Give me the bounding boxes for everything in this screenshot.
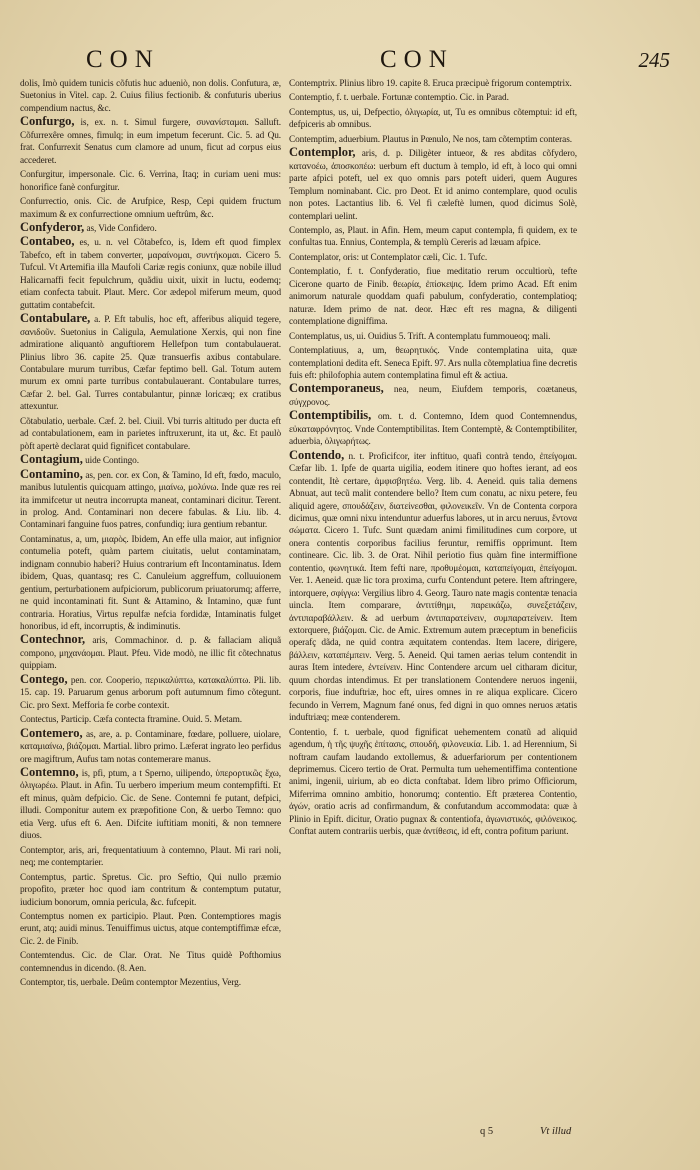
entry-text: as, are, a. p. Contaminare, fœdare, polluere, uiolare, καταμιαίνω, βιάζομαι. Martial. libro primo. Læferat ingrato leo perfidus ore magiftrum, Aufus tam notas contemerare manus.: [20, 729, 281, 765]
entry-text: Confurrectio, onis. Cic. de Arufpice, Resp, Cepi quidem fructum maximum & ex confurrectione omnium ueftrûm, &c.: [20, 197, 281, 220]
dictionary-entry: [289, 409, 577, 448]
entry-text: Contemptus nomen ex participio. Plaut. Pœn. Contemptiores magis erunt, atq; auidi minus. Tenuiffimus uictus, atque contemptiffimæ efcæ, Cic. 2. de Finib.: [20, 912, 281, 947]
entry-headword: Contendo,: [289, 447, 345, 462]
entry-text: Contemplatiuus, a, um, θεωρητικός. Vnde contemplatina uita, quæ contemplationi dedita eft. Seneca Epift. 97. Ars nulla cõtemplatiua fine decretis fuis eft: philofophia autem contemplatina fimul eft & actiua.: [289, 346, 577, 381]
dictionary-entry: [289, 132, 577, 146]
entry-text: uide Contingo.: [85, 456, 139, 467]
dictionary-entry: [20, 453, 281, 467]
entry-headword: Contagium,: [20, 452, 83, 467]
dictionary-entry: [20, 76, 281, 115]
dictionary-entry: [20, 712, 281, 726]
dictionary-entry: [20, 673, 281, 712]
dictionary-entry: [20, 221, 281, 235]
dictionary-entry: [289, 725, 577, 839]
dictionary-entry: [289, 90, 577, 104]
entry-text: Contemptus, us, ui, Defpectio, ὀλιγωρία, ut, Tu es omnibus cõtemptui: id eft, defpiceris ab omnibus.: [289, 107, 577, 131]
entry-text: Contemptus, partic. Spretus. Cic. pro Seftio, Qui nullo præmio propofito, præter hoc quod iam contritum & contemptum putatur, iudicium bonorum, omnia pericula, &c. fufcepit.: [20, 872, 281, 908]
entry-text: Contemtendus. Cic. de Clar. Orat. Ne Titus quidè Pofthomius contemnendus in dicendo. (8. Aen.: [20, 951, 281, 974]
entry-headword: Contemporaneus,: [289, 381, 384, 396]
dictionary-entry: [20, 194, 281, 221]
entry-text: Confurgitur, impersonale. Cic. 6. Verrina, Itaq; in curiam ueni mus: honorifice fanè confurgitur.: [20, 170, 281, 193]
dictionary-entry: [289, 250, 577, 264]
running-head: [0, 46, 700, 76]
entry-headword: Confyderor,: [20, 219, 85, 234]
entry-headword: Contego,: [20, 671, 68, 686]
dictionary-entry: [289, 76, 577, 90]
entry-text: a. P. Eft tabulis, hoc eft, afferibus aliquid tegere, σανιδοῦν. Suetonius in Caligula, Aemulatione Xerxis, qui non fine admiratione aliquantò anguftiorem Hellefpon tum contabulauerat. Plinius libro 36. capite 25. Quæ transuerfis axibus contabulare. Contabulare murum turribus, Cæfar feptimo bell. Gal. Totum autem murum ex omni parte turribus contabulauerant. Contabulare turres, Cæfar 2. bel. Gal. Turres contabulantur, pinnæ loricæq; ex cratibus attexuntur.: [20, 315, 281, 413]
dictionary-entry: [20, 633, 281, 672]
dictionary-entry: [20, 532, 281, 634]
entry-text: aris, Commachinor. d. p. & fallaciam aliquã compono, μηχανάομαι. Plaut. Pfeu. Vide modò, ne illic fit cõtechnatus quippiam.: [20, 636, 281, 672]
entry-headword: Contemplor,: [289, 145, 356, 160]
dictionary-entry: [289, 382, 577, 409]
entry-text: Contemplo, as, Plaut. in Afin. Hem, meum caput contempla, fi quidem, ex te confultas tua. Ennius, Contempla, & templù Cereris ad læuam afpice.: [289, 225, 577, 249]
running-head-right: CON: [380, 46, 454, 73]
right-column: [289, 76, 577, 1136]
entry-text: Contemptor, aris, ari, frequentatiuum à contemno, Plaut. Mi rari noli, neq; me contemptarier.: [20, 845, 281, 869]
entry-text: Cõtabulatio, uerbale. Cæf. 2. bel. Ciuil. Vbi turris altitudo per ducta eft ad contabulationem, eam in parietes inftruxerunt, ita ut, &c. Et paulò pòft apertè declarat quid fignificet contabulare.: [20, 416, 281, 452]
entry-text: om. t. d. Contemno, Idem quod Contemnendus, εὐκαταφρόνητος. Vnde Contemptibilitas. Item Contemptè, & Contemptibiliter, aduerbia, ὀλιγωρήτως.: [289, 412, 577, 448]
entry-text: pen. cor. Cooperio, περικαλύπτω, κατακαλύπτω. Pli. lib. 15. cap. 19. Paruarum genus arborum poft autumnum fimo cõtegunt. Cic. pro Sext. Mefforia fe corbe contexit.: [20, 675, 281, 711]
entry-headword: Contemptibilis,: [289, 408, 372, 423]
entry-text: Contaminatus, a, um, μιαρὸς. Ibidem, An effe ulla maior, aut infignior contumelia poteft, quàm partem ciuitatis, uelut contaminatam, indignam connubio haberi? Huius contrarium eft Incontaminatus. Idem ibidem, Quas, quantasq; res C. Canuleium aggreffum, colluuionem gentium, perturbationem aufpiciorum, publicorum priuatorumq; afferre, ne quid incontaminati fit. Sunt & Attamino, & Intamino, quæ funt contraria. Horatius, Virtus repulfæ nefcia fordidæ, Intaminatis fulget honoribus, id eft, incorruptis, & indiminutis.: [20, 534, 281, 633]
catchword: Vt illud: [540, 1126, 572, 1137]
entry-text: is, pfi, ptum, a t Sperno, uilipendo, ὑπερορτικῶς ἔχω, ὀλιγωρέω. Plaut. in Afin. Tu uerbero imperium meum contempfifti. Et eft minus, quàm defpicio. Cic. de Sene. Contemni fe putant, defpici, illudi. Componitur autem ex præpofitione Con, & uerbo Temno: quo etia Verg. ufus eft 6. Aen. Difcite iuftitiam moniti, & non temnere diuos.: [20, 769, 281, 842]
entry-text: as, pen. cor. ex Con, & Tamino, Id eft, fœdo, maculo, manibus lutulentis quicquam attingo, μιαίνω, μολύνω. Inde quæ res rei ita immifcetur ut neutra incorrupta maneat, contaminari dicitur. Terent. in prolog. And. Contaminari non decere fabulas. & Liu. lib. 4. Contaminari fanguine fuos patres, confundiq; iura gentium rebantur.: [20, 470, 281, 531]
dictionary-entry: [289, 343, 577, 382]
entry-text: Contemptrix. Plinius libro 19. capite 8. Eruca præcipuè frigorum contemptrix.: [289, 79, 572, 89]
entry-headword: Contabeo,: [20, 234, 75, 249]
dictionary-entry: [20, 312, 281, 414]
entry-headword: Contechnor,: [20, 632, 86, 647]
entry-headword: Contemero,: [20, 725, 83, 740]
dictionary-entry: [289, 105, 577, 132]
entry-text: aris, d. p. Diligèter intueor, & res abditas cõfydero, καταvοέω, ἀποσκοπέω: uerbum eft ductum à templo, id eft, à loco qui omni parte afpici poteft, uel ex quo omnis pars poteft uideri, quem Augures Templum nominabant. Cic. pro Deot. Et id animo contemplare, quod oculis non potes. Lactantius lib. 6. Vel fi cæleftè lumen, quod dicimus Solè, contemplari uelint.: [289, 149, 577, 222]
entry-text: dolis, Imò quidem tunicis cõfutis huc adueniò, non dolis. Confutura, æ, Suetonius in Vitel. cap. 2. Cuius filius fectionib. & confuturis uberius compendium nactus, &c.: [20, 79, 281, 114]
entry-text: Contectus, Particip. Cæfa contecta ftramine. Ouid. 5. Metam.: [20, 715, 242, 726]
entry-text: es, u. n. vel Cõtabefco, is, Idem eft quod fimplex Tabefco, eft in tabem converter, μαραίνομαι, συντήκομαι. Cicero 5. Tufcul. Vt Artemifia illa Maufoli Cariæ regis coniunx, quæ nobile illud Halicarnaffi fecit fepulchrum, quãdiu uixit, uixit in luctu, eodemq; etiam confecta tabuit. Plaut. Merc. Cor ædepol miferum meum, quod guttatim contabefcit.: [20, 238, 281, 311]
entry-text: Contemplator, oris: ut Contemplator cæli, Cic. 1. Tufc.: [289, 252, 488, 263]
entry-text: is, ex. n. t. Simul furgere, συνανίσταμαι. Salluft. Cõfurrexêre omnes, fimulq; in eum impetum fecerunt. Cic. 5. ad Qu. frat. Confurrexit Senatus cum clamore ad unum, ficut ad corpus eius accederet.: [20, 118, 281, 166]
entry-text: Contemplatus, us, ui. Ouidius 5. Trift. A contemplatu fummoueoq; mali.: [289, 331, 551, 342]
dictionary-entry: [289, 223, 577, 250]
entry-headword: Contemno,: [20, 765, 79, 780]
dictionary-entry: [20, 727, 281, 766]
dictionary-entry: [20, 975, 281, 989]
left-column: [20, 76, 281, 1136]
entry-headword: Confurgo,: [20, 114, 75, 129]
entry-text: n. t. Proficifcor, iter inftituo, quafi contrà tendo, ἐπείγομαι. Cæfar lib. 1. Ipfe de quarta uigilia, eodem itinere quo hoftes ierant, ad eos contendit, Itè certare, ἀμφισβητέω. Verg. lib. 4. Aeneid. quis talia demens Abnuat, aut tecũ malit contendere bello? Item cum conatu, ac nixu petere, feu aliquid agere, σπουδάζειν, διατείνεσθαι, φιλονεικεῖν. Vn de Contenta corpora dicimus, quæ omni nixu intenduntur aduerfus labores, ut in arcu neruus, ἔντονα σώματα. Cicero 1. Tufc. Sunt quædam animi fimilitudines cum corpore, ut onera contentis corporibus facilius feruntur, remiffis opprimunt. Item contineare. Cic. lib. 3. de Orat. Nihil periotio fius quàm fine intermiffione contentio, φωνητικά. Item fefti nare, προθυμέομαι, καταπείγομαι, ἐπείγομαι. Ver. 1. Aeneid. quæ lic tora proxima, curfu Contendunt petere. Item aftringere, intorquere, σφίγγω: Vergilius libro 4. Georg. Tauro nate magis contentæ tenacia uincla. Item comparare, ἀντιτίθημι, παρεικάζω, συνεξετάζειν, ἀντιπαραβάλλειν. & ad uerbum ἀντιπαρατείνειν, συμπαρατείνειν. Item extorquere, βιάζομαι. Cic. de Amic. Extremum autem præceptum in beneficiis operafç dãda, ne quid contra æquitatem contendas. Item lacere, dirigere, βάλλειν, καταπέμπειν. Verg. 5. Aeneid. Qui tamen aerias telum contendit in auras Item intedere, ἐντείνειν. Hinc Contendere arcum uel citharam dicitur, quum chordas intendimus. Et per translationem Contendere neruos ingenii, corporis, fiue induftriæ, hoc eft, uires omnes in re aliqua explicare. Cicero fecundo in Verrem, Magnum fané onus, fed digni in quo omnes neruos ætatis induftriæq; meæ contenderem.: [289, 451, 577, 724]
signature-mark: q 5: [480, 1126, 494, 1137]
page-number: 245: [638, 48, 670, 72]
dictionary-entry: [20, 766, 281, 843]
dictionary-entry: [289, 264, 577, 328]
dictionary-entry: [20, 948, 281, 975]
dictionary-entry: [20, 909, 281, 948]
entry-text: Contemplatio, f. t. Confyderatio, fiue meditatio rerum occultiorù, tefte Cicerone quarto de Finib. θεωρία, ἐπίσκεψις. Idem primo Acad. Eft enim animorum naturale quoddam quafi pabulum, confyderatio, contemplatioq; naturæ. Idem primo de nat. deor. Hæc eft res magna, & diligenti contemplatione digniffima.: [289, 267, 577, 328]
entry-text: Contentio, f. t. uerbale, quod fignificat uehementem conatũ ad aliquid agendum, ἡ τῆς ψυχῆς ἐπίτασις, σπουδή, φιλονεικία. Lib. 1. ad Herennium, Si noftram caufam laudando extollemus, & aduerfariorum per contentionem deprimemus. Cicero tertio de Orat. Permulta tum uehementiffima contentione animi, ingenii, uirium, ab eo dicta conftabat. Idem libro primo Officiorum, Miferrima omnino ambitio, honorumq; contentio. Eft præterea Contentio, ἀγών, oratio acris ad confirmandum, & confutandum accommodata: quæ à Plinio in Epift. dicitur, Oratio pugnax & contentiofa, ἀγωνιστικός, φιλόνεικος. Conftat autem contrariis uerbis, quæ ἀντίθεσις, id eft, contra pofitum pariunt.: [289, 727, 577, 838]
entry-text: as, Vide Confidero.: [86, 223, 157, 234]
dictionary-entry: [20, 870, 281, 909]
dictionary-entry: [20, 167, 281, 194]
dictionary-entry: [20, 115, 281, 167]
dictionary-entry: [289, 146, 577, 223]
dictionary-entry: [20, 468, 281, 532]
entry-text: Contemptio, f. t. uerbale. Fortunæ contemptio. Cic. in Parad.: [289, 93, 509, 104]
entry-headword: Contamino,: [20, 466, 83, 481]
entry-text: Contemptor, tis, uerbale. Deûm contemptor Mezentius, Verg.: [20, 978, 241, 989]
entry-text: Contemptim, aduerbium. Plautus in Pœnulo, Ne nos, tam cõtemptim conteras.: [289, 134, 572, 145]
entry-text: nea, neum, Eiufdem temporis, coætaneus, σύγχρονος.: [289, 385, 577, 408]
dictionary-entry: [289, 449, 577, 725]
dictionary-entry: [20, 843, 281, 870]
entry-headword: Contabulare,: [20, 311, 91, 326]
dictionary-entry: [20, 235, 281, 312]
running-head-left: CON: [86, 46, 160, 73]
dictionary-entry: [20, 414, 281, 453]
dictionary-entry: [289, 329, 577, 343]
